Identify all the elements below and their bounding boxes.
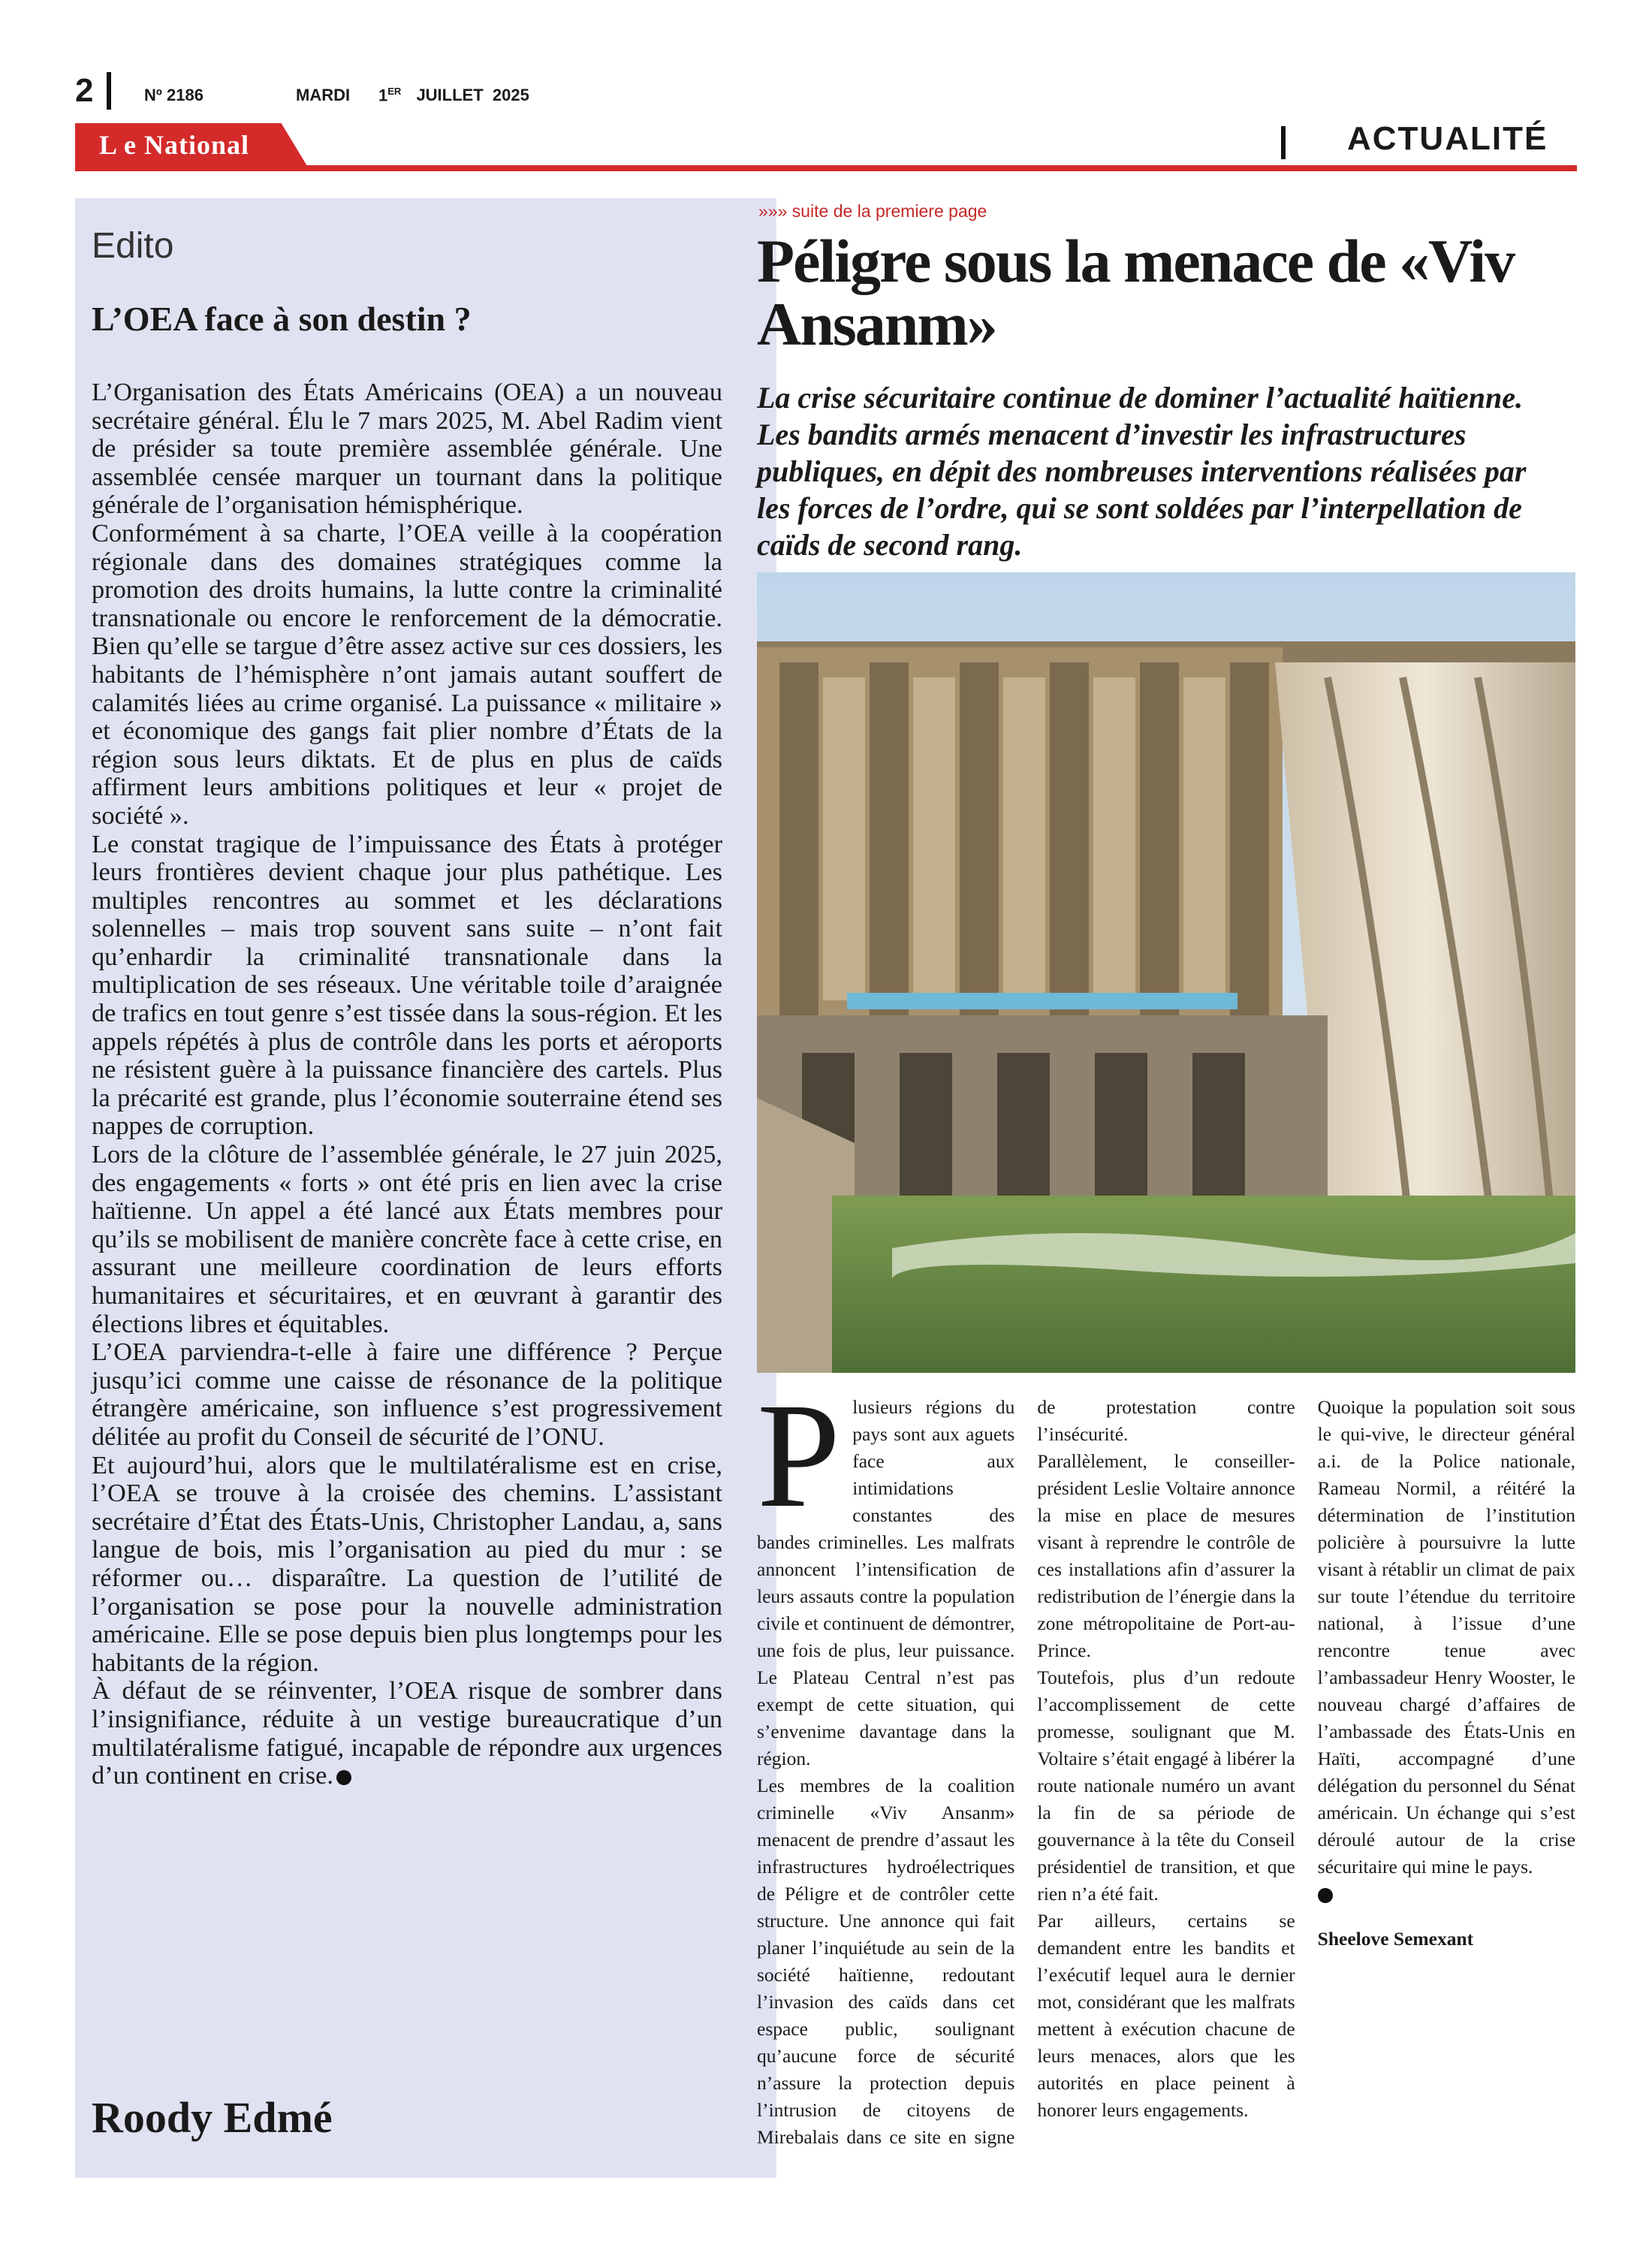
article-author: Sheelove Semexant	[1317, 1928, 1474, 1950]
end-mark-icon	[1318, 1888, 1333, 1903]
continuation-kicker: »»» suite de la premiere page	[758, 201, 987, 221]
page-number-divider	[107, 72, 111, 110]
page-number: 2	[75, 72, 94, 109]
article-paragraph: Quoique la population soit sous le qui-vive, le directeur général a.i. de la Police nationale, Rameau Normil, a réitéré la détermination de l’institution policière à poursuivre la lutte visant à rétablir un climat de paix sur toute l’étendue du territoire national, à l’issue d’une rencontre tenue avec l’ambassadeur Henry Wooster, le nouveau chargé d’affaires de l’ambassade des États-Unis en Haïti, accompagné d’une délégation du personnel du Sénat américain. Un échange qui s’est déroulé autour de la crise sécuritaire qui mine le pays.	[1317, 1396, 1575, 1878]
edito-last-text: À défaut de se réinventer, l’OEA risque de sombrer dans l’insignifiance, réduite à un vestige bureaucratique d’un multilatéralisme fatigué, incapable de répondre aux urgences d’un continent en crise.	[92, 1676, 722, 1790]
edito-paragraph: L’OEA parviendra-t-elle à faire une différence ? Perçue jusqu’ici comme une caisse de résonance de la politique étrangère américaine, son influence s’est progressivement délitée au profit du Conseil de sécurité de l’ONU.	[92, 1338, 722, 1451]
section-divider	[1281, 126, 1286, 159]
date-rest: JUILLET 2025	[416, 86, 529, 105]
edito-paragraph: Le constat tragique de l’impuissance des États à protéger leurs frontières devient chaque jour plus pathétique. Les multiples rencontres au sommet et les déclarations solennelles – mais trop souvent sans suite – n’ont fait qu’enhardir la criminalité transnationale dans la multiplication de ses réseaux. Une véritable toile d’araignée de trafics en tout genre s’est tissée dans la sous-région. Et les appels répétés à plus de contrôle dans les ports et aéroports ne résistent guère à la puissance financière des cartels. Plus la précarité est grande, plus l’économie souterraine étend ses nappes de corruption.	[92, 829, 722, 1141]
article-paragraph	[757, 1373, 1015, 1772]
issue-date	[378, 86, 529, 105]
edito-body	[92, 379, 722, 1790]
end-mark-icon	[336, 1770, 351, 1785]
edito-title: L’OEA face à son destin ?	[92, 300, 472, 338]
section-name: ACTUALITÉ	[1347, 120, 1548, 157]
brand-name: L e National	[99, 130, 250, 160]
article-paragraph: Les membres de la coalition criminelle «Viv Ansanm» menacent de prendre d’assaut les infrastructures hydroélectriques de Péligre et de contrôler cette structure. Une annonce qui fait planer l’inquiétude au sein de la société haïtienne, redoutant l’invasion des caïds dans cet espace public, soulignant qu’aucune force de sécurité n’assure la protection depuis l’intrusion de citoyens de Mirebalais dans ce site en signe de protestation contre l’insécurité.	[757, 1396, 1295, 2148]
article-paragraph: Par ailleurs, certains se demandent entre les bandits et l’exécutif lequel aura le dernier mot, considérant que les malfrats mettent à exécution chacune de leurs menaces, alors que les autorités en place peinent à honorer leurs engagements.	[1037, 1910, 1295, 2121]
issue-number: Nº 2186	[144, 86, 203, 104]
article-paragraph: Toutefois, plus d’un redoute l’accomplissement de cette promesse, soulignant que M. Voltaire s’était engagé à libérer la route nationale numéro un avant la fin de sa période de gouvernance à la tête du Conseil présidentiel de transition, et que rien n’a été fait.	[1037, 1666, 1295, 1905]
article-end	[1318, 1881, 1575, 1908]
dam-photo	[757, 572, 1575, 1373]
article-headline: Péligre sous la menace de «Viv Ansanm»	[757, 227, 1515, 358]
edito-paragraph	[92, 1677, 722, 1790]
edito-author: Roody Edmé	[92, 2093, 333, 2142]
article-paragraph: Parallèlement, le conseiller-président Leslie Voltaire annonce la mise en place de mesures visant à reprendre le contrôle de ces installations afin d’assurer la redistribution de l’énergie dans la zone métropolitaine de Port-au-Prince.	[1037, 1450, 1295, 1661]
issue-day: MARDI	[296, 86, 351, 104]
edito-paragraph: Et aujourd’hui, alors que le multilatéralisme est en crise, l’OEA se trouve à la croisée des chemins. L’assistant secrétaire d’État des États-Unis, Christopher Landau, a, sans langue de bois, mis l’organisation au pied du mur : se réformer ou… disparaître. La question de l’utilité de l’organisation se pose pour la nouvelle administration américaine. Elle se pose depuis bien plus longtemps pour les habitants de la région.	[92, 1450, 722, 1677]
edito-paragraph: Conformément à sa charte, l’OEA veille à la coopération régionale dans des domaines stratégiques comme la promotion des droits humains, la lutte contre la criminalité transnationale ou encore le renforcement de la démocratie. Bien qu’elle se targue d’être assez active sur ces dossiers, les habitants de l’hémisphère n’ont jamais autant souffert de calamités liées au crime organisé. La puissance « militaire » et économique des gangs fait plier nombre d’États de la région sous leurs diktats. Et de plus en plus de caïds affirment leurs ambitions politiques et leur « projet de société ».	[92, 518, 722, 830]
article-body	[757, 1373, 1575, 2182]
article-lead: La crise sécuritaire continue de dominer l’actualité haïtienne. Les bandits armés menacent d’investir les infrastructures publiques, en dépit des nombreuses interventions réalisées par les forces de l’ordre, qui se sont soldées par l’interpellation de caïds de second rang.	[757, 381, 1527, 562]
edito-label: Edito	[92, 226, 174, 266]
drop-cap: P	[757, 1373, 841, 1539]
article-paragraph-text: lusieurs régions du pays sont aux aguets face aux intimidations constantes des bandes criminelles. Les malfrats annoncent l’intensification de leurs assauts contre la population civile et continuent de démontrer, une fois de plus, leur puissance. Le Plateau Central n’est pas exempt de cette situation, qui s’envenime davantage dans la région.	[757, 1396, 1015, 1769]
edito-paragraph: L’Organisation des États Américains (OEA) a un nouveau secrétaire général. Élu le 7 mars 2025, M. Abel Radim vient de présider sa toute première assemblée générale. Une assemblée censée marquer un tournant dans la politique générale de l’organisation hémisphérique.	[92, 378, 722, 520]
edito-paragraph: Lors de la clôture de l’assemblée générale, le 27 juin 2025, des engagements « forts » ont été pris en lien avec la crise haïtienne. Un appel a été lancé aux États membres pour qu’ils se mobilisent de manière concrète face à cette crise, en assurant une meilleure coordination de leurs efforts humanitaires et sécuritaires, et en œuvrant à garantir des élections libres et équitables.	[92, 1140, 722, 1338]
date-sup: ER	[387, 86, 402, 97]
date-day: 1	[378, 86, 388, 105]
